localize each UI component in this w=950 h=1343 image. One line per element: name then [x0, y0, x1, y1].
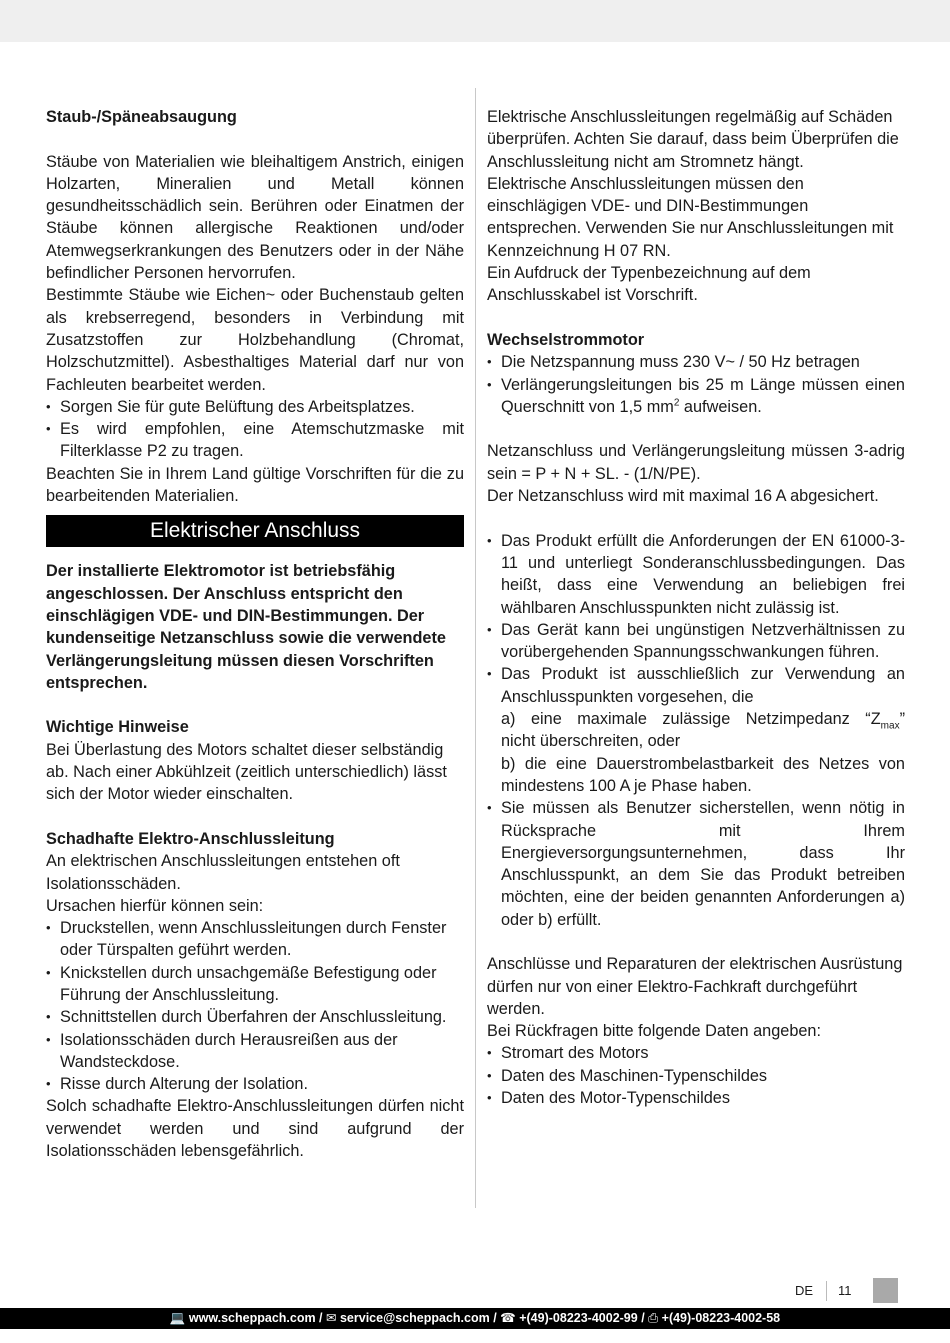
list-item [487, 374, 905, 419]
section-title-bar: Elektrischer Anschluss [46, 515, 464, 547]
computer-icon: 💻 [169, 1311, 186, 1325]
cable-heading: Schadhafte Elektro-Anschlussleitung [46, 829, 335, 848]
column-divider [475, 88, 476, 1208]
right-column [487, 106, 905, 1109]
superscript: 2 [673, 397, 680, 409]
list-item: • Stromart des Motors [487, 1042, 905, 1064]
list-item: • Daten des Motor-Typenschildes [487, 1087, 905, 1109]
right-paragraph-2: Elektrische Anschlussleitungen müssen den einschlägigen VDE- und DIN-Bestimmungen entsprechen. Verwenden Sie nur Anschlussleitungen mit Kennzeichnung H 07 RN. [487, 174, 894, 260]
condition-b: b) die eine Dauerstrombelastbarkeit des Netzes von mindestens 100 A je Phase haben. [501, 754, 905, 795]
separator: / [637, 1311, 649, 1325]
cable-causes-list [46, 917, 464, 1095]
list-item: • Druckstellen, wenn Anschlussleitungen durch Fenster oder Türspalten geführt werden. [46, 917, 464, 962]
condition-a [501, 708, 905, 730]
closing-quote: ” [899, 710, 905, 729]
cable-paragraph-3: Solch schadhafte Elektro-Anschlussleitungen dürfen nicht verwendet werden und sind aufgrund der Isolationsschäden lebensgefährlich. [46, 1097, 464, 1161]
right-paragraph-6: Anschlüsse und Reparaturen der elektrischen Ausrüstung dürfen nur von einer Elektro-Fachkraft durchgeführt werden. [487, 955, 903, 1018]
right-paragraph-3: Ein Aufdruck der Typenbezeichnung auf dem Anschlusskabel ist Vorschrift. [487, 264, 811, 305]
list-item: • Sorgen Sie für gute Belüftung des Arbeitsplatzes. [46, 396, 464, 418]
list-item-text: Das Produkt ist ausschließlich zur Verwendung an Anschlusspunkten vorgesehen, die [501, 665, 905, 706]
footer-divider [826, 1281, 827, 1301]
separator: / [489, 1311, 501, 1325]
left-column [46, 106, 464, 1162]
motor-bullet-list [487, 351, 905, 418]
email-icon: ✉ [326, 1311, 337, 1325]
condition-a-text: a) eine maximale zulässige Netzimpedanz “Z [501, 710, 881, 729]
dust-heading: Staub-/Späneabsaugung [46, 108, 237, 126]
cable-paragraph-1: An elektrischen Anschlussleitungen entstehen oft Isolationsschäden. [46, 852, 400, 893]
top-band [0, 0, 950, 42]
list-item: • Risse durch Alterung der Isolation. [46, 1073, 464, 1095]
list-item: • Daten des Maschinen-Typenschildes [487, 1065, 905, 1087]
hints-text: Bei Überlastung des Motors schaltet dieser selbständig ab. Nach einer Abkühlzeit (zeitlich unterschiedlich) lässt sich der Motor wieder einschalten. [46, 740, 447, 804]
list-item-text-end: aufweisen. [679, 397, 762, 416]
list-item: • Die Netzspannung muss 230 V~ / 50 Hz betragen [487, 351, 905, 373]
phone-number[interactable]: +(49)-08223-4002-99 [519, 1311, 638, 1325]
dust-bullet-list [46, 396, 464, 463]
right-paragraph-4: Netzanschluss und Verlängerungsleitung müssen 3-adrig sein = P + N + SL. - (1/N/PE). [487, 442, 905, 483]
list-item-text: Verlängerungsleitungen bis 25 m Länge müssen einen Querschnitt von 1,5 mm [501, 375, 905, 416]
condition-a-tail: nicht überschreiten, oder [501, 732, 681, 751]
list-item: • Sie müssen als Benutzer sicherstellen, wenn nötig in Rücksprache mit Ihrem Energieversorgungsunternehmen, dass Ihr Anschlusspunkt, an dem Sie das Produkt betreiben möchten, eine der beiden genannten Anforderungen a) oder b) erfüllt. [487, 797, 905, 931]
cable-paragraph-2: Ursachen hierfür können sein: [46, 896, 264, 915]
right-paragraph-5: Der Netzanschluss wird mit maximal 16 A abgesichert. [487, 487, 879, 506]
dust-paragraph-1: Stäube von Materialien wie bleihaltigem Anstrich, einigen Holzarten, Mineralien und Metall können gesundheitsschädlich sein. Berühren oder Einatmen der Stäube können allergische Reaktionen und/oder Atemwegserkrankungen des Benutzers oder in der Nähe befindlicher Personen hervorrufen. [46, 152, 464, 283]
language-code: DE [795, 1283, 814, 1298]
dust-paragraph-3: Beachten Sie in Ihrem Land gültige Vorschriften für die zu bearbeitenden Materialien. [46, 464, 464, 506]
list-item [487, 663, 905, 797]
separator: / [315, 1311, 326, 1325]
right-paragraph-1: Elektrische Anschlussleitungen regelmäßig auf Schäden überprüfen. Achten Sie darauf, dass beim Überprüfen die Anschlussleitung nicht am Stromnetz hängt. [487, 108, 899, 171]
list-item: • Knickstellen durch unsachgemäße Befestigung oder Führung der Anschlussleitung. [46, 962, 464, 1007]
hints-heading: Wichtige Hinweise [46, 718, 189, 737]
phone-icon: ☎ [500, 1311, 516, 1325]
list-item: • Es wird empfohlen, eine Atemschutzmaske mit Filterklasse P2 zu tragen. [46, 418, 464, 463]
page-marker-box [873, 1278, 898, 1303]
fax-icon: ⎙ [648, 1311, 659, 1325]
email-link[interactable]: service@scheppach.com [339, 1311, 490, 1325]
en-bullet-list [487, 530, 905, 931]
contact-bar [0, 1308, 950, 1329]
dust-paragraph-2: Bestimmte Stäube wie Eichen~ oder Buchenstaub gelten als krebserregend, besonders in Verbindung mit Zusatzstoffen zur Holzbehandlung (Chromat, Holzschutzmittel). Asbesthaltiges Material darf nur von Fachleuten bearbeitet werden. [46, 286, 464, 394]
fax-number: +(49)-08223-4002-58 [661, 1311, 781, 1325]
list-item: • Schnittstellen durch Überfahren der Anschlussleitung. [46, 1006, 464, 1028]
list-item: • Das Gerät kann bei ungünstigen Netzverhältnissen zu vorübergehenden Spannungsschwankungen führen. [487, 619, 905, 664]
website-link[interactable]: www.scheppach.com [188, 1311, 316, 1325]
page-number: 11 [838, 1283, 852, 1298]
list-item: • Das Produkt erfüllt die Anforderungen der EN 61000-3-11 und unterliegt Sonderanschlussbedingungen. Das heißt, dass eine Verwendung an beliebigen frei wählbaren Anschlusspunkten nicht zulässig ist. [487, 530, 905, 619]
data-bullet-list [487, 1042, 905, 1109]
motor-heading: Wechselstrommotor [487, 330, 645, 349]
right-paragraph-7: Bei Rückfragen bitte folgende Daten angeben: [487, 1022, 822, 1041]
electrical-intro: Der installierte Elektromotor ist betriebsfähig angeschlossen. Der Anschluss entspricht den einschlägigen VDE- und DIN-Bestimmungen. Der kundenseitige Netzanschluss sowie die verwendete Verlängerungsleitung müssen diesen Vorschriften entsprechen. [46, 562, 446, 692]
list-item: • Isolationsschäden durch Herausreißen aus der Wandsteckdose. [46, 1029, 464, 1074]
subscript: max [880, 720, 900, 732]
